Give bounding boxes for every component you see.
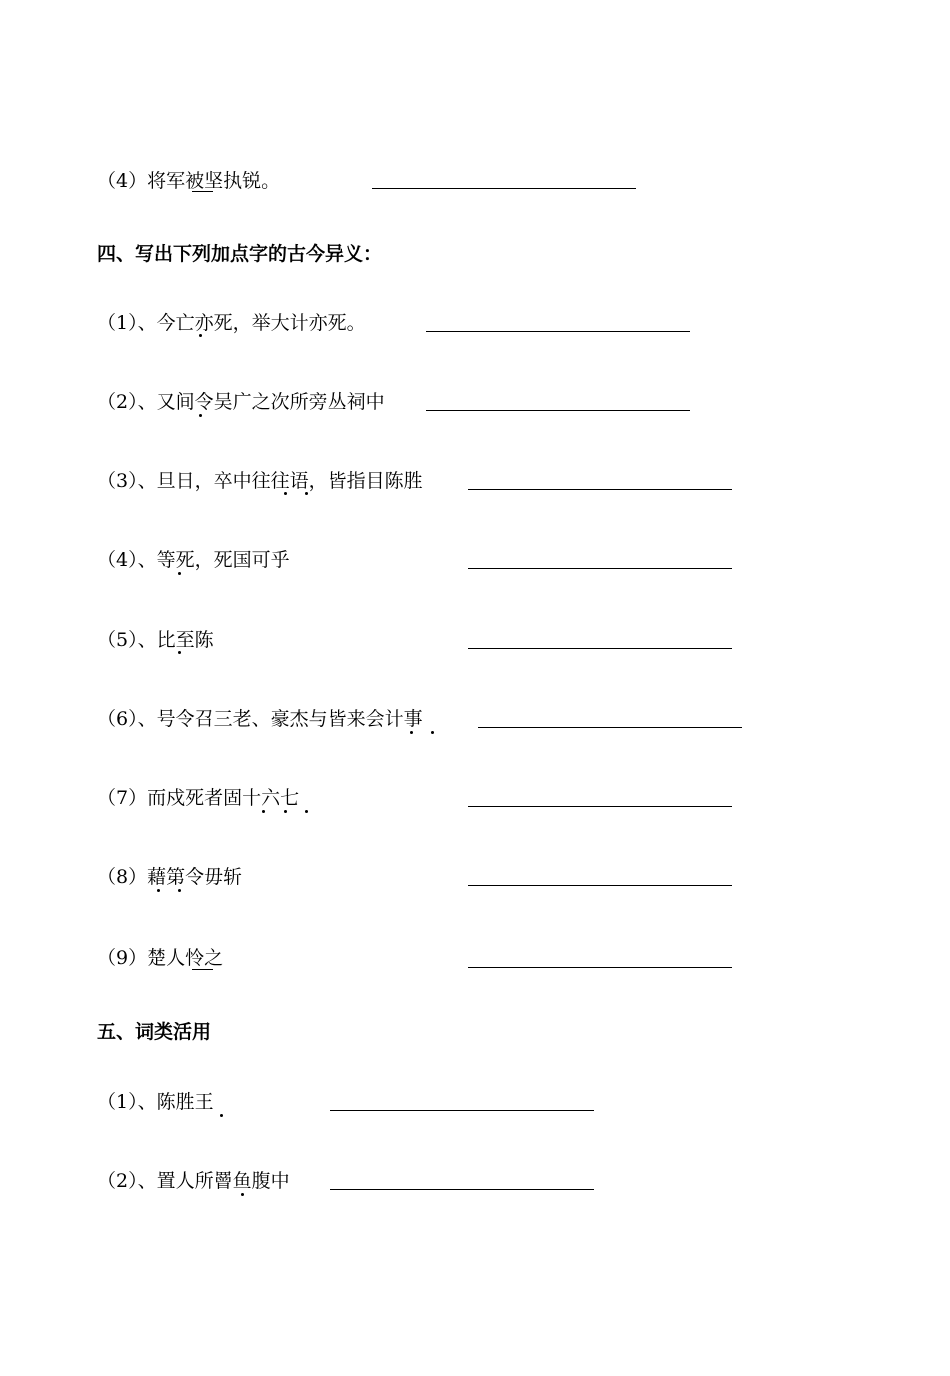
underline-mark [192, 191, 213, 192]
item-text: （3）、旦日，卒中往往语，皆指目陈胜 [97, 470, 423, 492]
answer-blank[interactable] [468, 648, 732, 649]
item-text: （4）将军被坚执锐。 [97, 170, 281, 192]
answer-blank[interactable] [468, 489, 732, 490]
item-text: （5）、比至陈 [97, 629, 214, 651]
answer-blank[interactable] [478, 727, 742, 728]
item-text: （2）、又间令吴广之次所旁丛祠中 [97, 391, 385, 413]
emphasis-dot [410, 731, 413, 734]
answer-blank[interactable] [468, 885, 732, 886]
answer-blank[interactable] [468, 967, 732, 968]
answer-blank[interactable] [468, 806, 732, 807]
emphasis-dot [284, 492, 287, 495]
answer-blank[interactable] [372, 188, 636, 189]
emphasis-dot [178, 651, 181, 654]
emphasis-dot [199, 334, 202, 337]
item-text: （1）、今亡亦死，举大计亦死。 [97, 312, 366, 334]
section-heading: 五、词类活用 [97, 1021, 212, 1043]
section-heading: 四、写出下列加点字的古今异义： [97, 243, 383, 265]
item-text: （8）藉第令毋斩 [97, 866, 243, 888]
emphasis-dot [305, 492, 308, 495]
answer-blank[interactable] [330, 1189, 594, 1190]
emphasis-dot [220, 1114, 223, 1117]
emphasis-dot [199, 414, 202, 417]
emphasis-dot [178, 572, 181, 575]
item-text: （9）楚人怜之 [97, 947, 224, 969]
answer-blank[interactable] [330, 1110, 594, 1111]
answer-blank[interactable] [426, 410, 690, 411]
underline-mark [192, 969, 213, 970]
emphasis-dot [178, 889, 181, 892]
emphasis-dot [262, 810, 265, 813]
item-text: （2）、置人所罾鱼腹中 [97, 1170, 290, 1192]
item-text: （6）、号令召三老、豪杰与皆来会计事 [97, 708, 423, 730]
emphasis-dot [241, 1193, 244, 1196]
emphasis-dot [305, 810, 308, 813]
item-text: （4）、等死，死国可乎 [97, 549, 290, 571]
answer-blank[interactable] [468, 568, 732, 569]
emphasis-dot [431, 731, 434, 734]
emphasis-dot [157, 889, 160, 892]
item-text: （7）而戍死者固十六七 [97, 787, 300, 809]
answer-blank[interactable] [426, 331, 690, 332]
emphasis-dot [284, 810, 287, 813]
item-text: （1）、陈胜王 [97, 1091, 214, 1113]
